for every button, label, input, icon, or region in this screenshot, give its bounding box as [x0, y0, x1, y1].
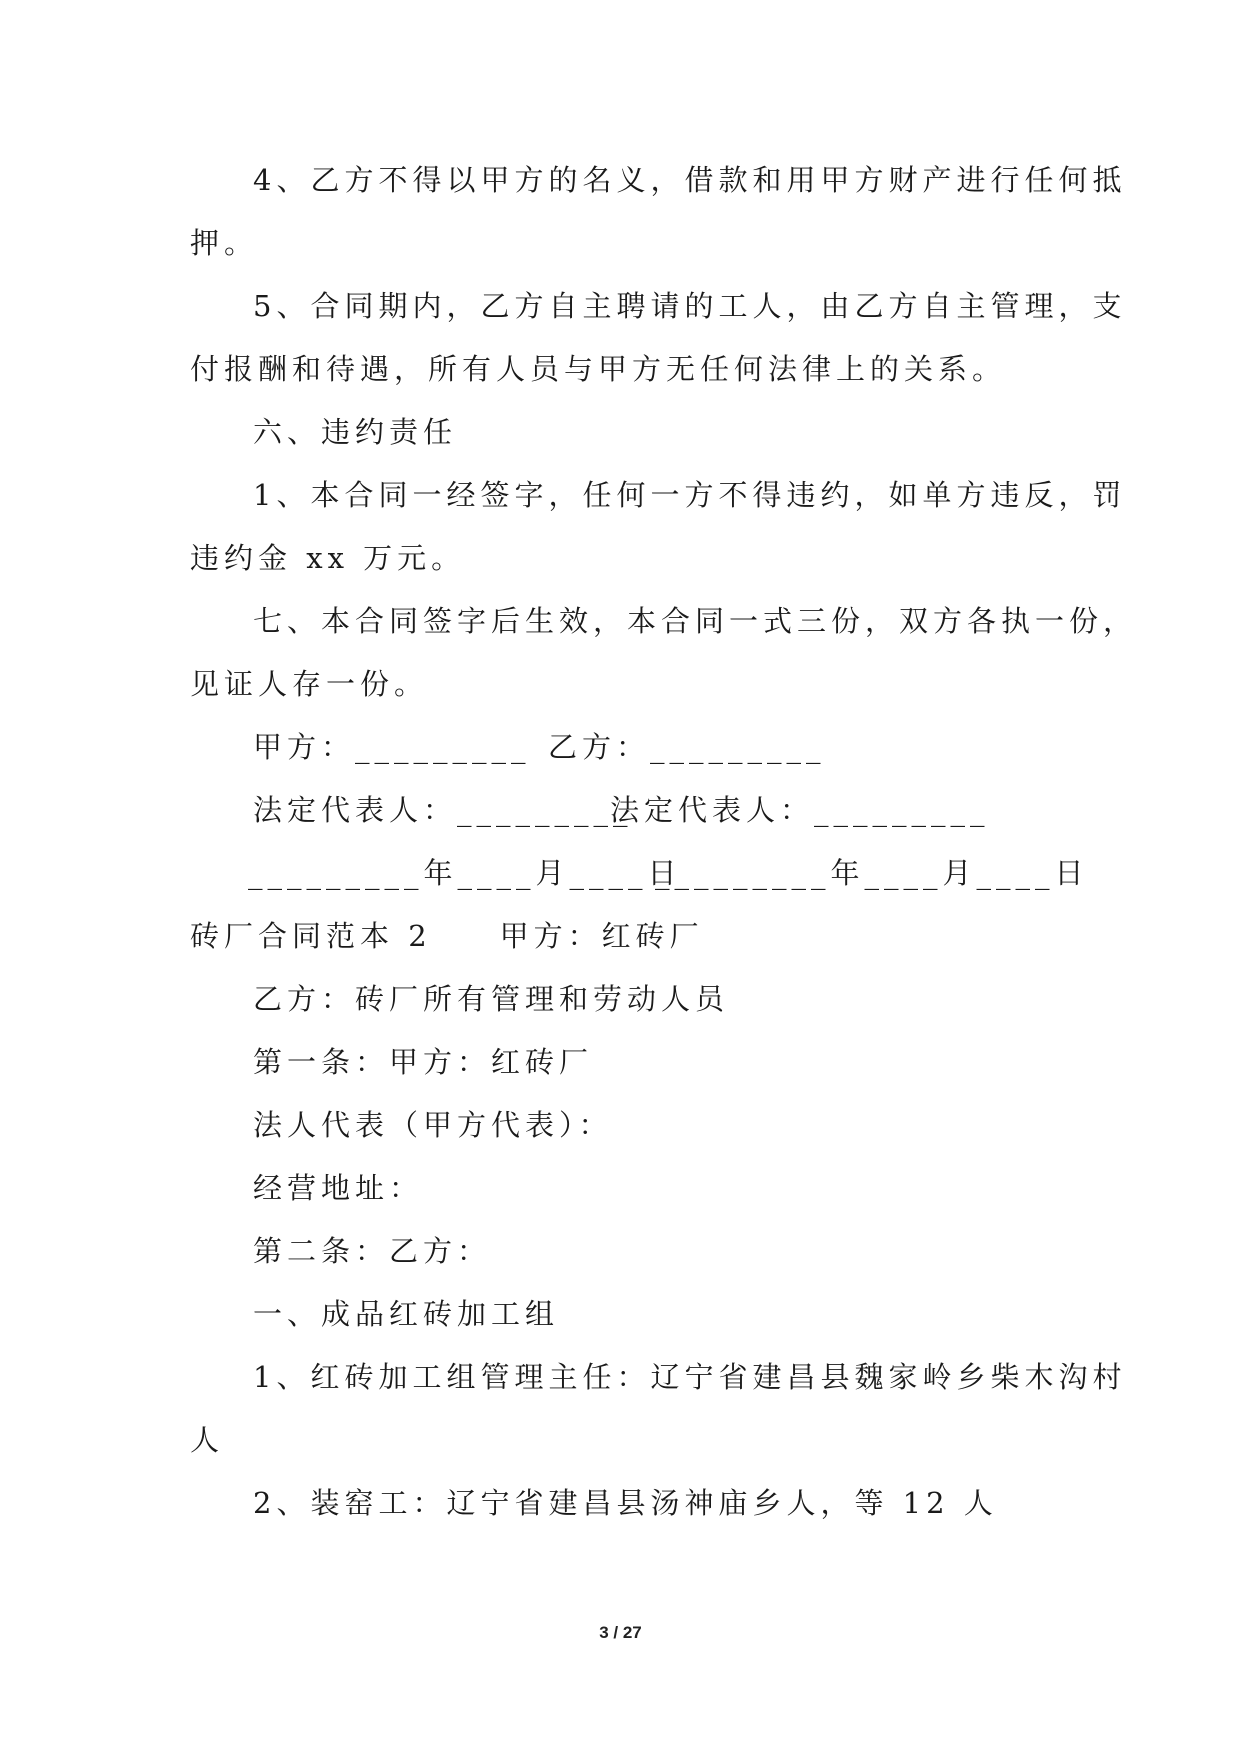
business-address: 经营地址：	[253, 1171, 424, 1205]
article-1-heading: 第一条：甲方：红砖厂	[253, 1045, 594, 1079]
signature-party-b: 乙方：_________	[548, 730, 826, 764]
legal-representative: 法人代表（甲方代表）：	[253, 1108, 613, 1142]
clause-5-5-line-1: 5、合同期内，乙方自主聘请的工人，由乙方自主管理，支	[253, 289, 1127, 323]
signature-rep-b: 法定代表人：_________	[610, 793, 990, 827]
section-7-line-2: 见证人存一份。	[190, 667, 429, 701]
clause-5-4-line-2: 押。	[190, 226, 259, 260]
contract-2-party-b: 乙方：砖厂所有管理和劳动人员	[253, 982, 730, 1016]
page-number: 3 / 27	[599, 1623, 642, 1642]
signature-date-a: _________年____月____日	[248, 856, 682, 890]
article-2-heading: 第二条：乙方：	[253, 1234, 492, 1268]
section-7-line-1: 七、本合同签字后生效，本合同一式三份，双方各执一份，	[253, 604, 1138, 638]
group-1-item-1-line-2: 人	[190, 1423, 225, 1457]
signature-rep-a: 法定代表人：_________	[253, 793, 633, 827]
clause-6-1-line-1: 1、本合同一经签字，任何一方不得违约，如单方违反，罚	[253, 478, 1127, 512]
clause-5-5-line-2: 付报酬和待遇，所有人员与甲方无任何法律上的关系。	[190, 352, 1007, 386]
clause-6-1-line-2: 违约金 xx 万元。	[190, 541, 466, 575]
signature-party-a: 甲方：_________	[253, 730, 531, 764]
clause-5-4-line-1: 4、乙方不得以甲方的名义，借款和用甲方财产进行任何抵	[253, 163, 1127, 197]
contract-2-title: 砖厂合同范本 2 甲方：红砖厂	[190, 919, 704, 953]
group-1-item-2: 2、装窑工：辽宁省建昌县汤神庙乡人，等 12 人	[253, 1486, 998, 1520]
section-6-heading: 六、违约责任	[253, 415, 458, 449]
signature-date-b: _________年____月____日	[655, 856, 1089, 890]
group-1-heading: 一、成品红砖加工组	[253, 1297, 560, 1331]
group-1-item-1-line-1: 1、红砖加工组管理主任：辽宁省建昌县魏家岭乡柴木沟村	[253, 1360, 1127, 1394]
